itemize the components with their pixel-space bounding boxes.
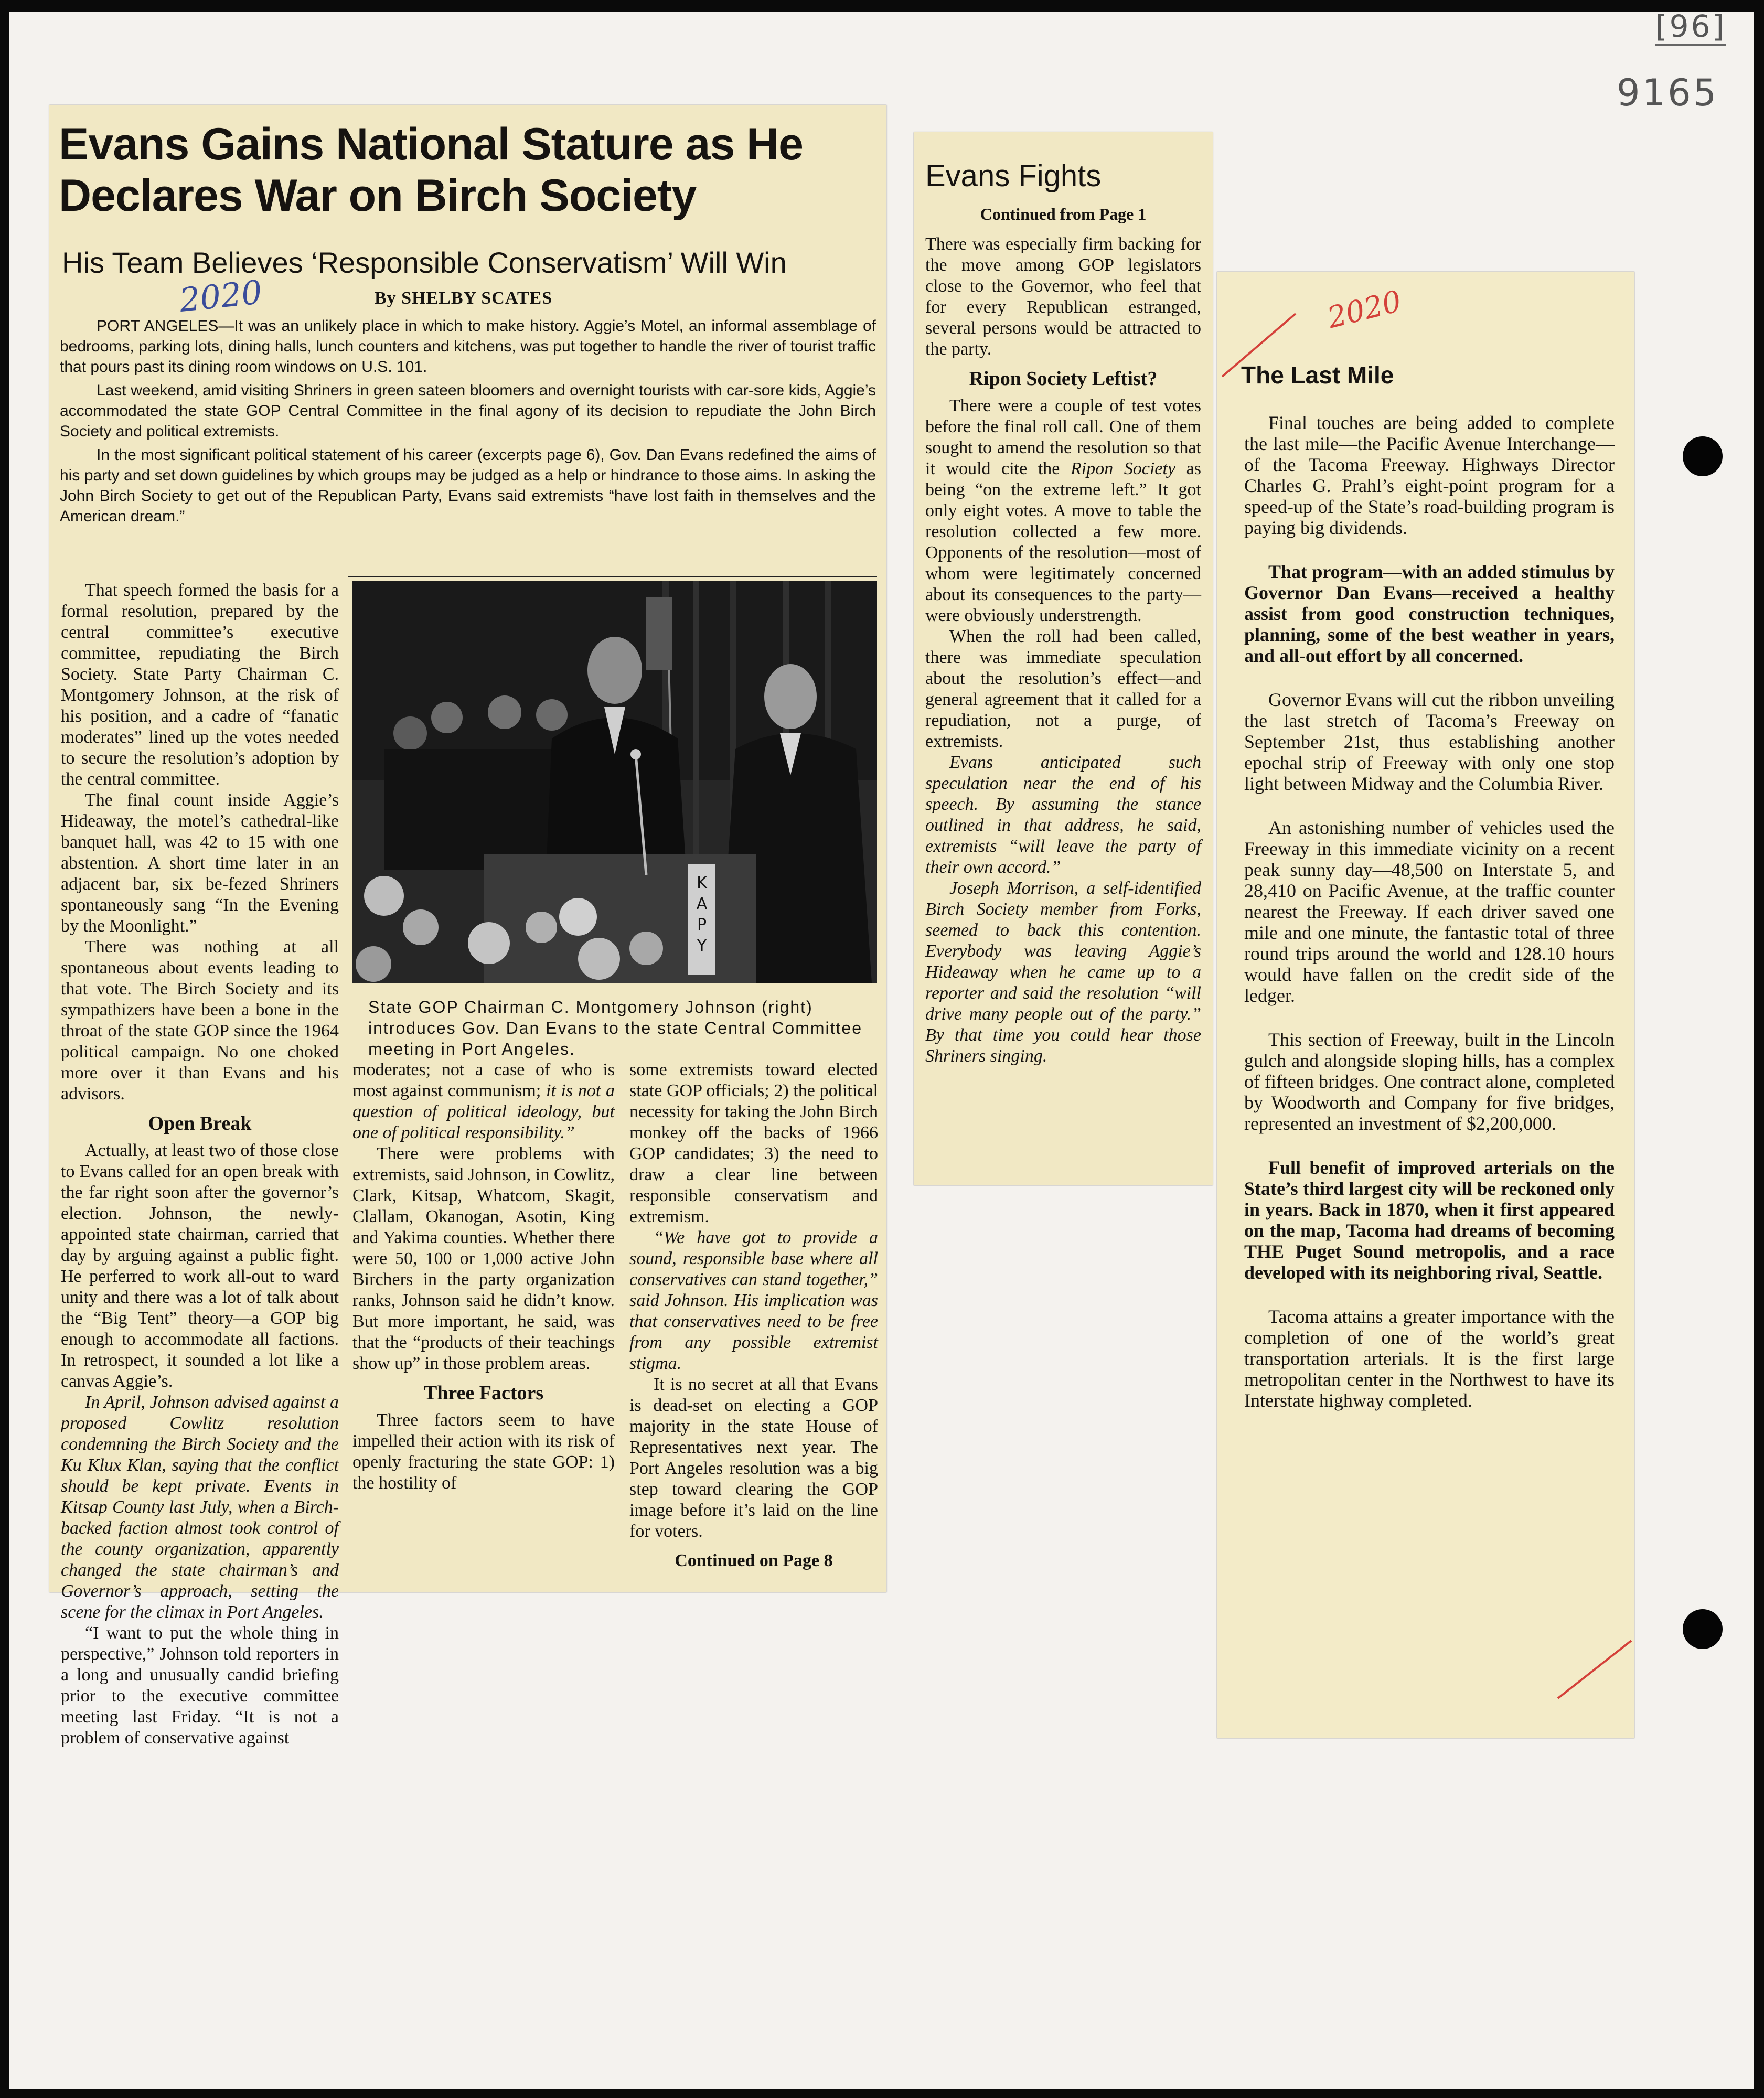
col1-paragraph: The final count inside Aggie’s Hideaway, the motel’s cathedral-like banquet hall, was 42 to 15 with one abstention. A short time later in an adjacent bar, six be-fezed Shriners spontaneously sang “In the Evening by the Moonlight.” (61, 790, 339, 936)
main-headline: Evans Gains National Stature as He Declares War on Birch Society (59, 119, 803, 221)
p2-italic: Ripon Society (1071, 459, 1176, 478)
col3-paragraph: some extremists toward elected state GOP officials; 2) the political necessity for taking the John Birch monkey off the backs of 1966 GOP candidates; 3) the need to draw a clear line between responsible conservatism and extremism. (629, 1060, 878, 1226)
main-byline: By SHELBY SCATES (375, 288, 553, 308)
col2-paragraph (352, 1059, 615, 1143)
news-photo (352, 581, 877, 983)
p2-pre: There were a couple of test votes before the final roll call. One of them sought to amend the resolution so that it would cite the (925, 396, 1201, 478)
col2-paragraph: There were problems with extremists, said Johnson, in Cowlitz, Clark, Kitsap, Whatcom, Skagit, Clallam, Okanogan, Asotin, King and Yakima counties. Whether there were 50, 100 or 1,000 active John Birchers in the party organization ranks, Johnson said he didn’t know. But more important, he said, was that the “products of their teachings show up” in those problem areas. (352, 1144, 615, 1373)
photo-rule (348, 576, 877, 577)
box-number: [96] (1655, 8, 1726, 46)
red-pencil-mark-bottom (1217, 1630, 1634, 1735)
main-deck: His Team Believes ‘Responsible Conservatism’ Will Win (62, 246, 787, 279)
lede-paragraph: PORT ANGELES—It was an unlikely place in which to make history. Aggie’s Motel, an informal assemblage of bedrooms, parking lots, dining halls, lunch counters and kitchens, was put together to handle the river of tourist traffic that pours past its dining room windows on U.S. 101. (60, 317, 876, 376)
last-mile-headline: The Last Mile (1241, 361, 1394, 389)
handwritten-note-last-mile: 2020 (1324, 284, 1405, 336)
continuation-italic-paragraph: Joseph Morrison, a self-identified Birch Society member from Forks, seemed to back this contention. Everybody was leaving Aggie’s Hideaway when he came up to a reporter and said the resolution “will drive many people out of the party.” By that time you could hear those Shriners singing. (925, 879, 1201, 1066)
subhead-open-break: Open Break (148, 1112, 252, 1134)
last-mile-paragraph: Final touches are being added to complete the last mile—the Pacific Avenue Interchange—of the Tacoma Freeway. Highways Director Charles G. Prahl’s eight-point program for a speed-up of the State’s road-building program is paying big dividends. (1244, 412, 1615, 538)
col2-start-italic: it is not a question of political ideology, but one of political responsibility.” (352, 1081, 615, 1142)
binder-hole-top (1683, 436, 1723, 476)
subhead-ripon-society: Ripon Society Leftist? (969, 368, 1158, 390)
col3-italic-paragraph: “We have got to provide a sound, responsible base where all conservatives can stand together,” said Johnson. His implication was that conservatives need to be free from any possible extremist stigma. (629, 1228, 878, 1373)
col1-paragraph: “I want to put the whole thing in perspective,” Johnson told reporters in a long and unusually candid briefing prior to the executive committee meeting last Friday. “It is not a problem of conservative against (61, 1623, 339, 1748)
photo-illustration (352, 581, 877, 983)
main-article-clipping (49, 105, 886, 1748)
last-mile-paragraph: An astonishing number of vehicles used the Freeway in this immediate vicinity on a recent peak sunny day—48,500 on Interstate 5, and 28,410 on Pacific Avenue, at the traffic counter nearest the Freeway. If each driver saved one mile and one minute, the fantastic total of three round trips around the world and 128.10 hours would have fallen on the credit side of the ledger. (1244, 817, 1615, 1006)
main-lede (60, 316, 876, 527)
binder-hole-bottom (1683, 1609, 1723, 1649)
scrapbook-page (9, 8, 1754, 2089)
file-number: 9165 (1617, 71, 1719, 114)
col3-paragraph: It is no secret at all that Evans is dead-set on electing a GOP majority in the state House of Representatives next year. The Port Angeles resolution was a big step toward clearing the GOP image before it’s laid on the line for voters. (629, 1375, 878, 1541)
photo-caption: State GOP Chairman C. Montgomery Johnson (right) introduces Gov. Dan Evans to the state Central Committee meeting in Port Angeles. (368, 998, 863, 1058)
last-mile-bold-paragraph: That program—with an added stimulus by Governor Dan Evans—received a healthy assist from good construction techniques, planning, some of the best weather in years, and all-out effort by all concerned. (1244, 561, 1615, 666)
col1-paragraph: There was nothing at all spontaneous about events leading to that vote. The Birch Society and its sympathizers have been a bone in the throat of the state GOP since the 1964 political campaign. No one choked more over it than Evans and his advisors. (61, 937, 339, 1104)
col2-start: moderates; not a case of who is most against communism; (352, 1060, 615, 1100)
last-mile-paragraph: Governor Evans will cut the ribbon unveiling the last stretch of Tacoma’s Freeway on September 21st, thus establishing another epochal strip of Freeway with only one stop light between Midway and the Columbia River. (1244, 689, 1615, 794)
main-column-3 (629, 1059, 878, 1578)
lede-paragraph: Last weekend, amid visiting Shriners in green sateen bloomers and overnight tourists with car-sore kids, Aggie’s accommodated the state GOP Central Committee in the final agony of its decision to repudiate the John Birch Society and political extremists. (60, 382, 876, 440)
main-column-2 (352, 1059, 615, 1494)
col1-paragraph: Actually, at least two of those close to Evans called for an open break with the far right soon after the governor’s election. Johnson, the newly-appointed state chairman, carried that day by arguing against a public fight. He perferred to work all-out to ward unity and there was a lot of talk about the “Big Tent” theory—a GOP big enough to accommodate all factions. In retrospect, it sounded a lot like a canvas Aggie’s. (61, 1141, 339, 1391)
continuation-headline: Evans Fights (925, 159, 1102, 193)
continuation-paragraph: When the roll had been called, there was immediate speculation about the resolution’s effect—and general agreement that it called for a repudiation, not a purge, of extremists. (925, 627, 1201, 751)
last-mile-clipping (1217, 272, 1634, 1738)
continuation-paragraph: There was especially firm backing for the move among GOP legislators close to the Governor, who feel that for every Republican estranged, several persons would be attracted to the party. (925, 234, 1201, 359)
continuation-clipping (914, 132, 1213, 1185)
last-mile-paragraph: Tacoma attains a greater importance with the completion of one of the world’s great transportation arterials. It is the first large metropolitan center in the Northwest to have its Interstate highway completed. (1244, 1306, 1615, 1411)
p2-post: as being “on the extreme left.” It got only eight votes. A move to table the resolution collected a few more. Opponents of the resolution—most of whom were legitimately concerned about its consequences to the party—were obviously understrength. (925, 459, 1201, 625)
col2-paragraph: Three factors seem to have impelled their action with its risk of openly fracturing the state GOP: 1) the hostility of (352, 1410, 615, 1493)
handwritten-note-main: 2020 (177, 272, 264, 320)
continuation-paragraph (925, 395, 1201, 626)
continuation-body (925, 234, 1201, 1067)
last-mile-paragraph: This section of Freeway, built in the Lincoln gulch and alongside sloping hills, has a complex of fifteen bridges. One contract alone, completed by Woodworth and Company for five bridges, represented an investment of $2,200,000. (1244, 1029, 1615, 1134)
kapy-letter-y: Y (697, 937, 707, 955)
subhead-three-factors: Three Factors (423, 1382, 544, 1404)
kapy-letter-a: A (696, 895, 708, 913)
lede-paragraph: In the most significant political statement of his career (excerpts page 6), Gov. Dan Evans redefined the aims of his party and set down guidelines by which groups may be judged as a help or hindrance to those aims. In asking the John Birch Society to get out of the Republican Party, Evans said extremists “have lost faith in themselves and the American dream.” (60, 446, 876, 525)
kapy-letter-k: K (697, 874, 707, 892)
continued-from-page-1: Continued from Page 1 (980, 205, 1147, 223)
kapy-letter-p: P (697, 916, 707, 934)
col1-paragraph: That speech formed the basis for a formal resolution, prepared by the central committee’s executive committee, repudiating the Birch Society. State Party Chairman C. Montgomery Johnson, at the risk of his position, and a cadre of “fanatic moderates” lined up the votes needed to secure the resolution’s adoption by the central committee. (61, 581, 339, 789)
last-mile-bold-paragraph: Full benefit of improved arterials on the State’s third largest city will be reckoned only in years. Back in 1870, when it first appeared on the map, Tacoma had dreams of becoming THE Puget Sound metropolis, and a race developed with its neighboring rival, Seattle. (1244, 1157, 1615, 1283)
last-mile-body (1244, 412, 1615, 1411)
continued-on-page-8: Continued on Page 8 (675, 1551, 833, 1570)
main-column-1 (61, 580, 339, 1749)
continuation-italic-paragraph: Evans anticipated such speculation near the end of his speech. By assuming the stance outlined in that address, he said, extremists “will leave the party of their own accord.” (925, 753, 1201, 877)
col1-italic-paragraph: In April, Johnson advised against a proposed Cowlitz resolution condemning the Birch Society and the Ku Klux Klan, saying that the conflict should be kept private. Events in Kitsap County last July, when a Birch-backed faction almost took control of the county organization, apparently changed the state chairman’s and Governor’s approach, setting the scene for the climax in Port Angeles. (61, 1393, 339, 1622)
red-pencil-mark-top (1217, 272, 1634, 429)
